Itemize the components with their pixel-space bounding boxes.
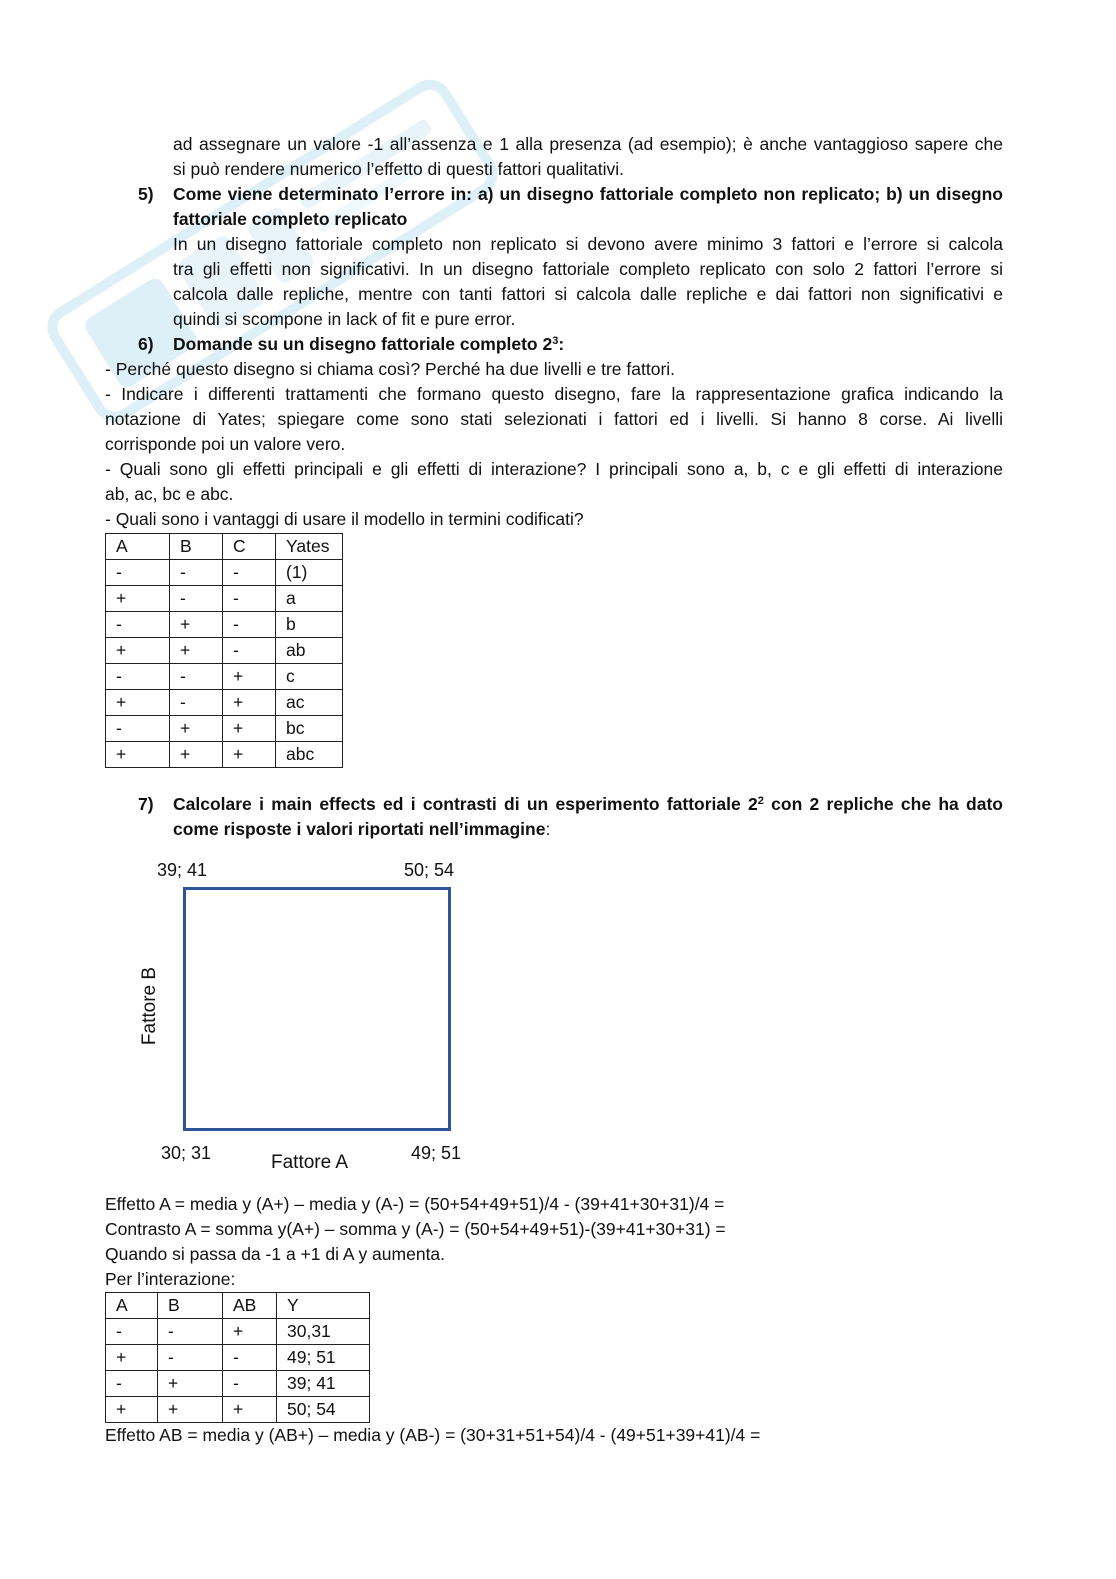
- q6-title: [173, 332, 564, 357]
- yates-header-cell: C: [223, 534, 276, 560]
- table-cell: +: [106, 586, 170, 612]
- yates-header-cell: A: [106, 534, 170, 560]
- q5-title-line-2: fattoriale completo replicato: [173, 209, 408, 229]
- table-cell: b: [276, 612, 343, 638]
- q7-title-exponent: 2: [757, 795, 764, 807]
- interaction-header-cell: A: [106, 1293, 158, 1319]
- table-cell: bc: [276, 716, 343, 742]
- table-row: [106, 586, 343, 612]
- diagram-label-bottom-right: 49; 51: [411, 1143, 462, 1163]
- table-row: [106, 716, 343, 742]
- table-cell: +: [170, 742, 223, 768]
- q7-title-line-2: [173, 817, 550, 842]
- table-cell: +: [170, 638, 223, 664]
- table-cell: 50; 54: [277, 1397, 370, 1423]
- table-cell: -: [106, 612, 170, 638]
- table-cell: -: [223, 638, 276, 664]
- q6-line-7: - Quali sono i vantaggi di usare il modello in termini codificati?: [105, 509, 584, 529]
- table-cell: (1): [276, 560, 343, 586]
- table-cell: +: [223, 690, 276, 716]
- contrast-a-formula: Contrasto A = somma y(A+) – somma y (A-) = (50+54+49+51)-(39+41+30+31) =: [105, 1219, 726, 1239]
- table-cell: +: [223, 1319, 277, 1345]
- q5-answer-line-3: calcola dalle repliche, mentre con tanti fattori si calcola dalle repliche e dai fattori non significativi e: [173, 284, 1003, 304]
- diagram-label-bottom-left: 30; 31: [161, 1143, 212, 1163]
- table-cell: +: [223, 742, 276, 768]
- table-row: [106, 1397, 370, 1423]
- q6-line-5: - Quali sono gli effetti principali e gli effetti di interazione? I principali sono a, b, c e gli effetti di interazione: [105, 459, 1003, 479]
- q7-title-line-2-text: come risposte i valori riportati nell’immagine: [173, 819, 546, 839]
- table-cell: -: [170, 664, 223, 690]
- table-cell: -: [223, 1371, 277, 1397]
- table-cell: 49; 51: [277, 1345, 370, 1371]
- yates-table-header: [106, 534, 343, 560]
- table-cell: -: [170, 586, 223, 612]
- table-cell: -: [106, 1371, 158, 1397]
- q6-line-2: - Indicare i differenti trattamenti che formano questo disegno, fare la rappresentazione grafica indicando la: [105, 384, 1003, 404]
- table-cell: -: [106, 560, 170, 586]
- table-row: [106, 1345, 370, 1371]
- q7-title-text-b: con 2 repliche che ha dato: [763, 794, 1003, 814]
- interaction-header-cell: AB: [223, 1293, 277, 1319]
- table-cell: +: [170, 716, 223, 742]
- table-cell: +: [170, 612, 223, 638]
- table-row: [106, 1371, 370, 1397]
- diagram-y-axis-label: Fattore B: [139, 966, 160, 1046]
- diagram-label-top-right: 50; 54: [404, 860, 455, 880]
- table-cell: -: [170, 560, 223, 586]
- table-row: [106, 1319, 370, 1345]
- table-cell: +: [106, 1345, 158, 1371]
- interaction-header-cell: B: [158, 1293, 223, 1319]
- table-cell: +: [106, 690, 170, 716]
- table-cell: +: [106, 742, 170, 768]
- table-row: [106, 560, 343, 586]
- table-cell: -: [223, 1345, 277, 1371]
- q6-title-colon: :: [558, 334, 565, 354]
- q6-number: 6): [138, 334, 154, 354]
- interaction-label: Per l’interazione:: [105, 1269, 236, 1289]
- yates-header-cell: B: [170, 534, 223, 560]
- effect-ab-formula: Effetto AB = media y (AB+) – media y (AB-) = (30+31+51+54)/4 - (49+51+39+41)/4 =: [105, 1425, 761, 1445]
- q6-line-3: notazione di Yates; spiegare come sono stati selezionati i fattori ed i livelli. Si hanno 8 corse. Ai livelli: [105, 409, 1003, 429]
- table-cell: -: [158, 1319, 223, 1345]
- table-cell: +: [106, 1397, 158, 1423]
- q5-answer-line-2: tra gli effetti non significativi. In un disegno fattoriale completo replicato con solo 2 fattori l’errore si: [173, 259, 1003, 279]
- table-row: [106, 664, 343, 690]
- table-row: [106, 638, 343, 664]
- table-cell: -: [158, 1345, 223, 1371]
- effect-a-note: Quando si passa da -1 a +1 di A y aumenta.: [105, 1244, 446, 1264]
- table-cell: c: [276, 664, 343, 690]
- q7-title-line-2-colon: :: [545, 819, 551, 839]
- interaction-table: [105, 1292, 370, 1423]
- q6-title-text: Domande su un disegno fattoriale completo 2: [173, 334, 553, 354]
- table-cell: 30,31: [277, 1319, 370, 1345]
- yates-table: [105, 533, 343, 768]
- q7-title-text-a: Calcolare i main effects ed i contrasti di un esperimento fattoriale 2: [173, 794, 758, 814]
- q5-answer-line-1: In un disegno fattoriale completo non replicato si devono avere minimo 3 fattori e l’errore si calcola: [173, 234, 1003, 254]
- table-cell: +: [223, 664, 276, 690]
- table-cell: a: [276, 586, 343, 612]
- table-cell: +: [158, 1371, 223, 1397]
- intro-line-2: si può rendere numerico l’effetto di questi fattori qualitativi.: [173, 159, 625, 179]
- table-cell: -: [170, 690, 223, 716]
- table-cell: abc: [276, 742, 343, 768]
- q6-line-6: ab, ac, bc e abc.: [105, 484, 234, 504]
- interaction-table-header: [106, 1293, 370, 1319]
- q5-answer-line-4: quindi si scompone in lack of fit e pure error.: [173, 309, 516, 329]
- q7-number: 7): [138, 794, 154, 814]
- table-row: [106, 742, 343, 768]
- table-cell: -: [223, 612, 276, 638]
- q7-title-line-1: [173, 792, 1003, 817]
- table-cell: -: [223, 560, 276, 586]
- table-cell: 39; 41: [277, 1371, 370, 1397]
- intro-line-1: ad assegnare un valore -1 all’assenza e 1 alla presenza (ad esempio); è anche vantaggioso sapere che: [173, 134, 1003, 154]
- interaction-header-cell: Y: [277, 1293, 370, 1319]
- diagram-label-top-left: 39; 41: [157, 860, 208, 880]
- table-cell: -: [106, 1319, 158, 1345]
- diagram-square: [183, 887, 451, 1131]
- table-cell: +: [106, 638, 170, 664]
- yates-header-cell: Yates: [276, 534, 343, 560]
- effect-a-formula: Effetto A = media y (A+) – media y (A-) = (50+54+49+51)/4 - (39+41+30+31)/4 =: [105, 1194, 725, 1214]
- table-row: [106, 690, 343, 716]
- q6-title-exponent: 3: [552, 335, 559, 347]
- q6-line-4: corrisponde poi un valore vero.: [105, 434, 346, 454]
- table-cell: +: [158, 1397, 223, 1423]
- table-cell: -: [106, 664, 170, 690]
- q6-line-1: - Perché questo disegno si chiama così? Perché ha due livelli e tre fattori.: [105, 359, 676, 379]
- table-cell: -: [106, 716, 170, 742]
- table-row: [106, 612, 343, 638]
- table-cell: ab: [276, 638, 343, 664]
- table-cell: ac: [276, 690, 343, 716]
- table-cell: +: [223, 1397, 277, 1423]
- table-cell: -: [223, 586, 276, 612]
- table-cell: +: [223, 716, 276, 742]
- diagram-x-axis-label: Fattore A: [271, 1152, 349, 1173]
- q5-title-line-1: Come viene determinato l’errore in: a) un disegno fattoriale completo non replicato; b) un disegno: [173, 184, 1003, 204]
- q5-number: 5): [138, 184, 154, 204]
